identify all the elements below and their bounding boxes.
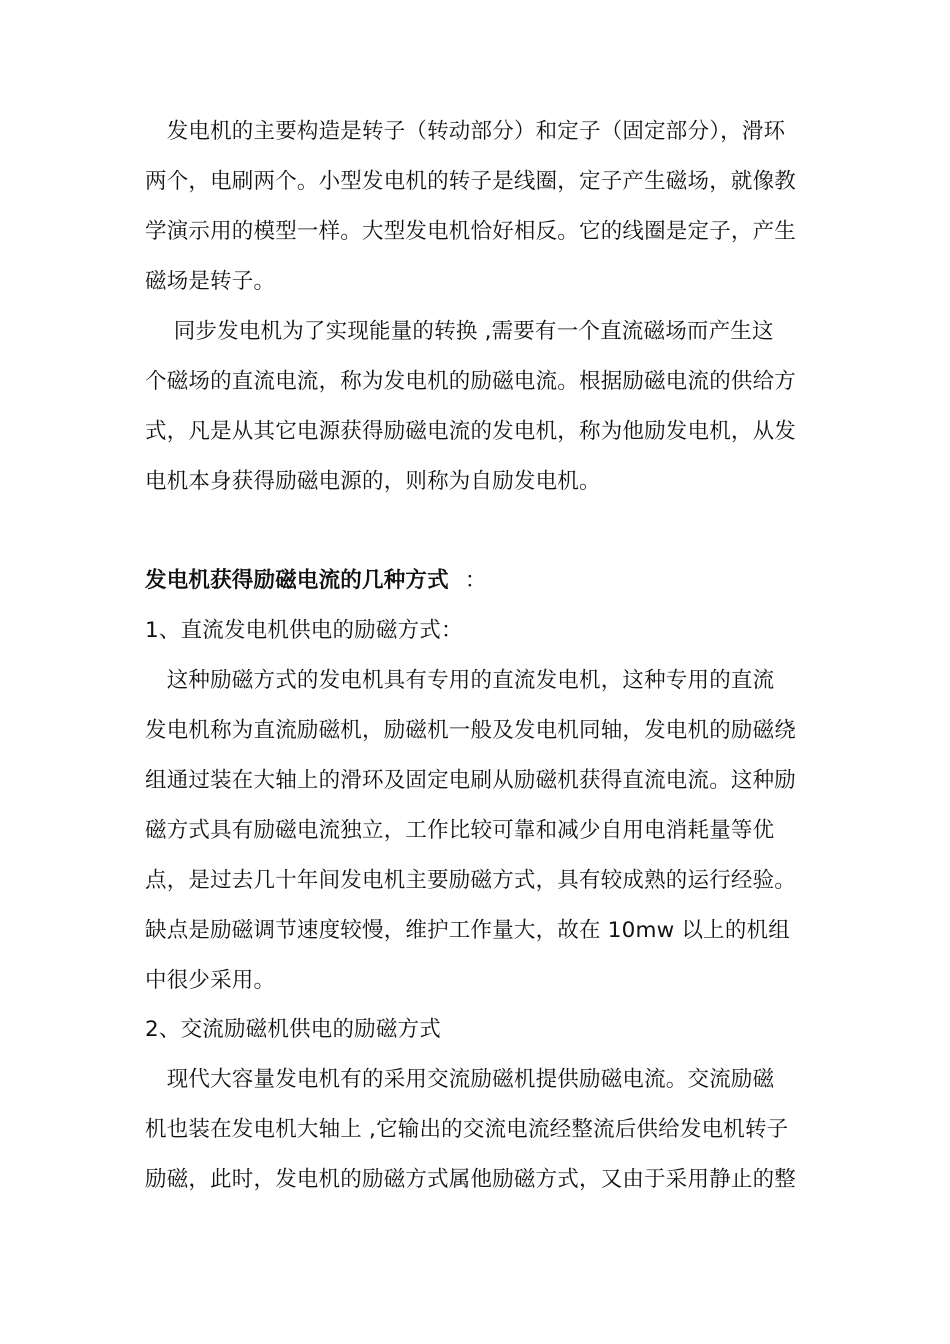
paragraph-1-line-2: 两个，电刷两个。小型发电机的转子是线圈，定子产生磁场，就像教 — [145, 169, 797, 194]
paragraph-1-line-1: 发电机的主要构造是转子（转动部分）和定子（固定部分），滑环 — [145, 119, 786, 144]
item-2-line-2: 机也装在发电机大轴上 ,它输出的交流电流经整流后供给发电机转子 — [145, 1117, 789, 1142]
item-1-line-3: 组通过装在大轴上的滑环及固定电刷从励磁机获得直流电流。这种励 — [145, 768, 797, 793]
paragraph-1-line-4: 磁场是转子。 — [145, 269, 276, 294]
item-1-line-5: 点，是过去几十年间发电机主要励磁方式，具有较成熟的运行经验。 — [145, 868, 797, 893]
section-heading-colon: ： — [464, 568, 487, 593]
paragraph-1-line-3: 学演示用的模型一样。大型发电机恰好相反。它的线圈是定子，产生 — [145, 219, 797, 244]
paragraph-2-line-2: 个磁场的直流电流，称为发电机的励磁电流。根据励磁电流的供给方 — [145, 369, 797, 394]
item-1-line-1: 这种励磁方式的发电机具有专用的直流发电机，这种专用的直流 — [145, 668, 775, 693]
item-1-title: 1、直流发电机供电的励磁方式： — [145, 618, 463, 643]
item-1-line-6: 缺点是励磁调节速度较慢，维护工作量大，故在 10mw 以上的机组 — [145, 918, 790, 943]
item-1-line-2: 发电机称为直流励磁机，励磁机一般及发电机同轴，发电机的励磁绕 — [145, 718, 797, 743]
item-1-line-7: 中很少采用。 — [145, 968, 276, 993]
item-2-line-1: 现代大容量发电机有的采用交流励磁机提供励磁电流。交流励磁 — [145, 1067, 775, 1092]
item-1-line-4: 磁方式具有励磁电流独立，工作比较可靠和减少自用电消耗量等优 — [145, 818, 775, 843]
paragraph-2-line-1: 同步发电机为了实现能量的转换 ,需要有一个直流磁场而产生这 — [145, 319, 774, 344]
item-2-title: 2、交流励磁机供电的励磁方式 — [145, 1017, 441, 1042]
item-2-line-3: 励磁，此时，发电机的励磁方式属他励磁方式，又由于采用静止的整 — [145, 1167, 797, 1192]
section-heading-line — [145, 566, 487, 596]
paragraph-2-line-3: 式，凡是从其它电源获得励磁电流的发电机，称为他励发电机，从发 — [145, 419, 797, 444]
paragraph-2-line-4: 电机本身获得励磁电源的，则称为自励发电机。 — [145, 469, 601, 494]
section-heading: 发电机获得励磁电流的几种方式 — [145, 568, 449, 593]
